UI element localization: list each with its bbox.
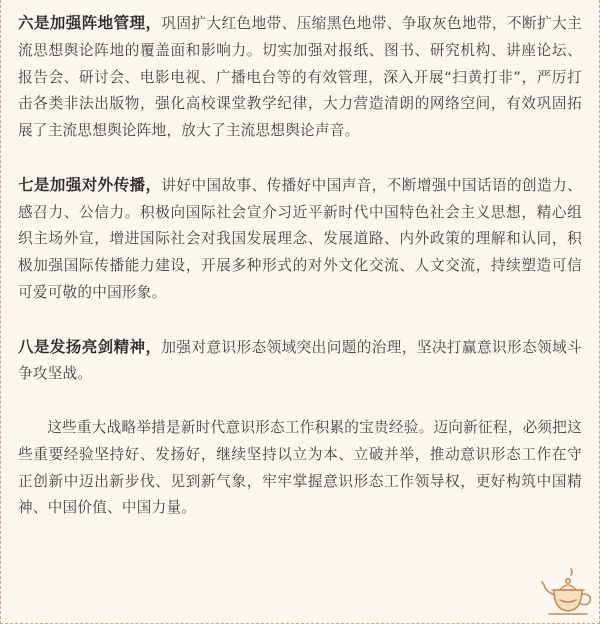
paragraph-text: 加强对意识形态领域突出问题的治理，坚决打赢意识形态领域斗争攻坚战。	[18, 338, 582, 383]
dashed-border-left	[0, 0, 1, 624]
paragraph-eight	[18, 334, 582, 389]
paragraph-six	[18, 10, 582, 145]
paragraph-seven	[18, 172, 582, 307]
paragraph-text: 讲好中国故事、传播好中国声音，不断增强中国话语的创造力、感召力、公信力。积极向国际社会宣介习近平新时代中国特色社会主义思想，精心组织主场外宣，增进国际社会对我国发展理念、发展道路、内外政策的理解和认同，积极加强国际传播能力建设，开展多种形式的对外文化交流、人文交流，持续塑造可信可爱可敬的中国形象。	[18, 176, 582, 301]
paragraph-lead: 七是加强对外传播，	[18, 175, 162, 194]
paragraph-lead: 六是加强阵地管理，	[18, 14, 162, 32]
closing-paragraph: 这些重大战略举措是新时代意识形态工作积累的宝贵经验。迈向新征程，必须把这些重要经验坚持好、发扬好，继续坚持以立为本、立破并举，推动意识形态工作在守正创新中迈出新步伐、见到新气象，牢牢掌握意识形态工作领导权，更好构筑中国精神、中国价值、中国力量。	[18, 418, 582, 517]
paragraph-text: 巩固扩大红色地带、压缩黑色地带、争取灰色地带，不断扩大主流思想舆论阵地的覆盖面和影响力。切实加强对报纸、图书、研究机构、讲座论坛、报告会、研讨会、电影电视、广播电台等的有效管理，深入开展“扫黄打非”，严厉打击各类非法出版物，强化高校课堂教学纪律，大力营造清朗的网络空间，有效巩固拓展了主流思想舆论阵地，放大了主流思想舆论声音。	[18, 15, 582, 140]
teapot-icon	[540, 568, 596, 618]
article-body	[18, 10, 582, 522]
paragraph-lead: 八是发扬亮剑精神，	[18, 337, 162, 356]
